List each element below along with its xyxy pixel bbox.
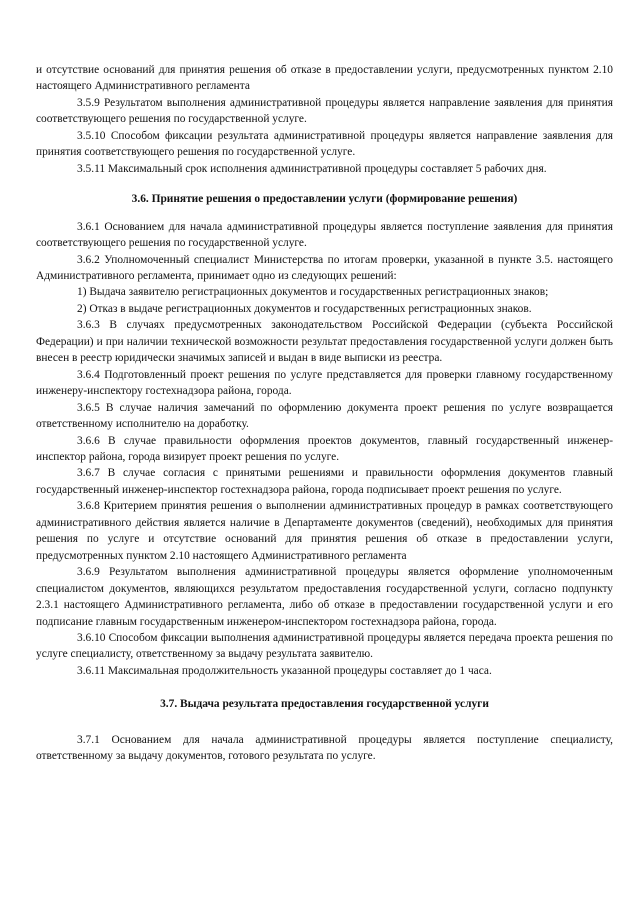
paragraph-3-6-8: 3.6.8 Критерием принятия решения о выполнении административных процедур в рамках соответствующего административного действия является наличие в Департаменте документов (сведений), необходимых для принятия решения по услуге и отсутствие оснований для принятия решения об отказе в предоставлении услуги, предусмотренных пунктом 2.10 настоящего Административного регламента <box>36 500 613 562</box>
spacer <box>36 208 613 219</box>
paragraph-3-6-9: 3.6.9 Результатом выполнения административной процедуры является оформление уполномоченным специалистом документов, являющихся результатом предоставления государственной услуги, согласно подпункту 2.3.1 настоящего Административного регламента, либо об отказе в предоставлении государственной услуги и его подписание главным государственным инженером-инспектором гостехнадзора района, города. <box>36 566 613 628</box>
paragraph-3-6-5: 3.6.5 В случае наличия замечаний по оформлению документа проект решения по услуге возвращается ответственному исполнителю на доработку. <box>36 401 613 431</box>
list-item-1: 1) Выдача заявителю регистрационных документов и государственных регистрационных знаков; <box>77 286 549 299</box>
paragraph-3-6-10: 3.6.10 Способом фиксации выполнения административной процедуры является передача проекта решения по услуге специалисту, ответственному за выдачу результата заявителю. <box>36 631 613 661</box>
list-item-2: 2) Отказ в выдаче регистрационных документов и государственных регистрационных знаков. <box>77 302 532 315</box>
paragraph-3-5-10: 3.5.10 Способом фиксации результата административной процедуры является направление заявления для принятия соответствующего решения по государственной услуге. <box>36 129 613 159</box>
paragraph-3-6-4: 3.6.4 Подготовленный проект решения по услуге представляется для проверки главному государственному инженеру-инспектору гостехнадзора района, города. <box>36 368 613 398</box>
spacer <box>36 177 613 191</box>
section-heading-3-6: 3.6. Принятие решения о предоставлении услуги (формирование решения) <box>131 193 518 206</box>
paragraph-3-6-7: 3.6.7 В случае согласия с принятыми решениями и правильности оформления документов главный государственный инженер-инспектор гостехнадзора района, города подписывает проект решения по услуге. <box>36 467 613 496</box>
paragraph-3-6-3: 3.6.3 В случаях предусмотренных законодательством Российской Федерации (субъекта Российской Федерации) и при наличии технической возможности результат предоставления государственной услуги должен быть внесен в реестр юридически значимых записей и выдан в виде выписки из реестра. <box>36 319 613 365</box>
paragraph-3-5-9: 3.5.9 Результатом выполнения административной процедуры является направление заявления для принятия соответствующего решения по государственной услуге. <box>36 96 613 126</box>
spacer <box>36 713 613 732</box>
paragraph-3-6-11: 3.6.11 Максимальная продолжительность указанной процедуры составляет до 1 часа. <box>77 664 492 677</box>
section-heading-3-7: 3.7. Выдача результата предоставления государственной услуги <box>160 698 489 711</box>
paragraph-3-6-6: 3.6.6 В случае правильности оформления проектов документов, главный государственный инженер-инспектор района, города визирует проект решения по услуге. <box>36 434 613 463</box>
paragraph-continuation: и отсутствие оснований для принятия решения об отказе в предоставлении услуги, предусмотренных пунктом 2.10 настоящего Административного регламента <box>36 64 613 93</box>
paragraph-3-5-11: 3.5.11 Максимальный срок исполнения административной процедуры составляет 5 рабочих дня. <box>77 162 547 175</box>
paragraph-3-6-2: 3.6.2 Уполномоченный специалист Министерства по итогам проверки, указанной в пункте 3.5. настоящего Административного регламента, принимает одно из следующих решений: <box>36 253 613 282</box>
paragraph-3-7-1: 3.7.1 Основанием для начала административной процедуры является поступление специалисту, ответственному за выдачу документов, готового результата по услуге. <box>36 733 613 763</box>
spacer <box>36 679 613 696</box>
document-page <box>36 62 613 765</box>
paragraph-3-6-1: 3.6.1 Основанием для начала административной процедуры является поступление заявления для принятия соответствующего решения по государственной услуге. <box>36 220 613 250</box>
